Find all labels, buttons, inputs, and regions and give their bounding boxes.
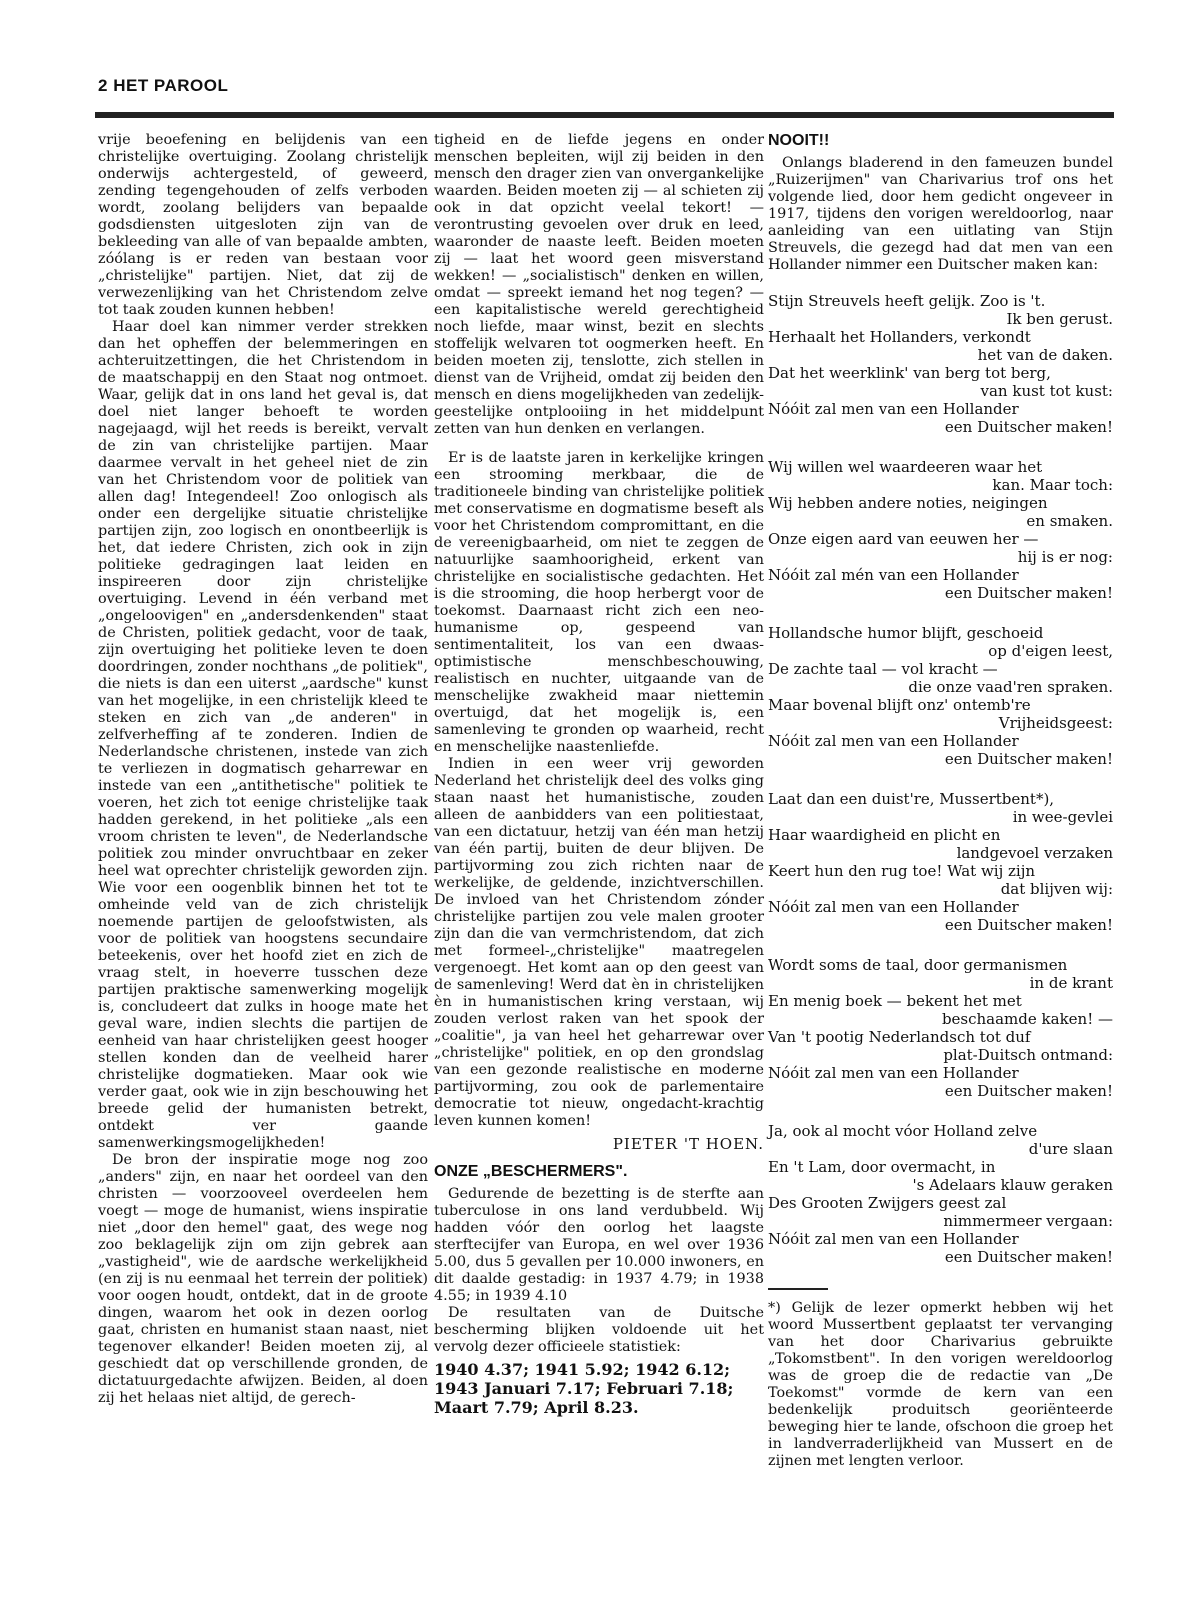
poem-line: Keert hun den rug toe! Wat wij zijn (768, 862, 1036, 880)
paragraph: tigheid en de liefde jegens en onder menschen bepleiten, wijl zij beiden in den mensch den drager zien van onvergankelijke waarden. Beiden moeten zij — al schieten zij ook in dat opzicht veelal tekort! — verontrusting gevoelen over druk en leed, waaronder de naaste leeft. Beiden moeten zij — laat het woord geen misverstand wekken! — „socialistisch" denken en willen, omdat — spreekt iemand het nog tegen? — een kapitalistische wereld gerechtigheid noch liefde, maar winst, bezit en slechts stoffelijk welvaren tot oogmerken heeft. En beiden moeten zij, tenslotte, zich stellen in dienst van de Vrijheid, omdat zij beiden den mensch en diens mogelijkheden van zedelijk-geestelijke ontplooiing in het middelpunt zetten van hun denken en verlangen. (434, 132, 764, 437)
poem-line: Laat dan een duist're, Mussertbent*), (768, 790, 1055, 808)
column-1 (98, 132, 428, 1407)
poem-heading: NOOIT!! (768, 132, 830, 149)
paragraph: Gedurende de bezetting is de sterfte aan tuberculose in ons land verdubbeld. Wij hadden vóór den oorlog het laagste sterftecijfer van Europa, en wel over 1936 5.00, dus 5 gevallen per 10.000 inwoners, en dit daalde gestadig: in 1937 4.79; in 1938 4.55; in 1939 4.10 (434, 1186, 764, 1304)
poem-line: Nóóit zal men van een Hollander (768, 1230, 1019, 1248)
poem-line: van kust tot kust: (980, 382, 1113, 400)
paragraph: De resultaten van de Duitsche bescherming blijken voldoende uit het vervolg dezer officieele statistiek: (434, 1305, 764, 1355)
poem-line: in wee-gevlei (1012, 808, 1113, 826)
paragraph: Haar doel kan nimmer verder strekken dan het opheffen der belemmeringen en achteruitzettingen, die het Christendom in de maatschappij en den Staat nog ontmoet. Waar, gelijk dat in ons land het geval is, dat doel niet langer behoeft te worden nagejaagd, wijl het reeds is bereikt, vervalt de zin van christelijke partijen. Maar daarmee vervalt in het geheel niet de zin van het Christendom voor de politiek van allen dag! Integendeel! Zoo onlogisch als onder een dergelijke situatie christelijke partijen zijn, zoo logisch en onontbeerlijk is het, dat iedere Christen, zich ook in zijn politieke gedragingen laat leiden en inspireeren door zijn christelijke overtuiging. Levend in één verband met „ongeloovigen" en „andersdenkenden" staat de Christen, politiek gedacht, voor de taak, zijn overtuiging het politieke leven te doen doordringen, zonder nochthans „de politiek", die niets is dan een uiterst „aardsche" kunst van het mogelijke, in een christelijk kleed te steken en zich van „de anderen" in zelfverheffing af te zonderen. Indien de Nederlandsche christenen, instede van zich te verliezen in dogmatisch geharrewar en instede van een „antithetische" politiek te voeren, het zich tot eenige christelijke taak hadden gerekend, in het politieke „als een vroom christen te leven", de Nederlandsche politiek zou minder onvruchtbaar en zeker heel wat oprechter christelijk geworden zijn. Wie voor een oogenblik binnen het tot te omheinde veld van de zich christelijk noemende partijen de geloofstwisten, als voor de politiek van hoogstens secundaire beteekenis, over het hoofd ziet en zich de vraag stelt, in hoeverre tusschen deze partijen praktische samenwerking mogelijk is, concludeert dat zulks in hooge mate het geval ware, indien slechts die partijen de eenheid van haar christelijken geest hooger stellen konden dan de veelheid harer christelijke dogmatieken. Maar ook wie verder gaat, ook wie in zijn beschouwing het breede gelid der humanisten betrekt, ontdekt ver gaande samenwerkingsmogelijkheden! (98, 319, 428, 1151)
poem-line: Maar bovenal blijft onz' ontemb're (768, 696, 1031, 714)
poem-line: hij is er nog: (1017, 548, 1113, 566)
poem-line: Nóóit zal men van een Hollander (768, 1064, 1019, 1082)
poem-line: in de krant (1029, 974, 1113, 992)
column-3 (768, 132, 1113, 1470)
footnote-divider (768, 1288, 828, 1290)
poem-stanza (768, 956, 1113, 1100)
poem-line: En 't Lam, door overmacht, in (768, 1158, 996, 1176)
poem-line: Ja, ook al mocht vóor Holland zelve (768, 1122, 1038, 1140)
poem-line: dat blijven wij: (1000, 880, 1113, 898)
poem-line: beschaamde kaken! — (941, 1010, 1113, 1028)
page-number: 2 (98, 76, 108, 95)
poem-line: Stijn Streuvels heeft gelijk. Zoo is 't. (768, 292, 1046, 310)
header-rule (95, 112, 1114, 118)
poem-intro: Onlangs bladerend in den fameuzen bundel „Ruizerijmen" van Charivarius trof ons het volgende lied, door hem gedicht ongeveer in 1917, tijdens den vorigen wereldoorlog, naar aanleiding van een uitlating van Stijn Streuvels, die gezegd had dat men van een Hollander nimmer een Duitscher maken kan: (768, 155, 1113, 273)
poem-line: nimmermeer vergaan: (943, 1212, 1113, 1230)
poem-line: kan. Maar toch: (992, 476, 1113, 494)
poem-line: Wij hebben andere noties, neigingen (768, 494, 1048, 512)
poem-line: En menig boek — bekent het met (768, 992, 1022, 1010)
poem-line: Wij willen wel waardeeren waar het (768, 458, 1043, 476)
poem-line: een Duitscher maken! (944, 1248, 1113, 1266)
poem-line: op d'eigen leest, (988, 642, 1113, 660)
paragraph: De bron der inspiratie moge nog zoo „anders" zijn, en naar het oordeel van den christen — voorzooveel overdeelen hem voegt — moge de humanist, wiens inspiratie niet „door den hemel" gaat, des wege nog zoo beklagelijk zijn om zijn gebrek aan „vastigheid", wie de aardsche werkelijkheid (en zij is nu eenmaal het terrein der politiek) voor oogen houdt, ontdekt, dat in de groote dingen, waarom het ook in dezen oorlog gaat, christen en humanist staan naast, niet tegenover elkander! Beiden moeten zij, al geschiedt dat op verschillende gronden, de dictatuurgedachte afwijzen. Beiden, al doen zij het helaas niet altijd, de gerech- (98, 1152, 428, 1406)
paragraph: vrije beoefening en belijdenis van een christelijke overtuiging. Zoolang christelijk onderwijs achtergesteld, of geweerd, zending tegengehouden of zelfs verboden wordt, zoolang belijders van bepaalde godsdiensten uitgesloten zijn van de bekleeding van alle of van bepaalde ambten, zóólang is er reden van bestaan voor „christelijke" partijen. Niet, dat zij de verwezenlijking van het Christendom zelve tot taak zouden kunnen hebben! (98, 132, 428, 318)
poem-line: De zachte taal — vol kracht — (768, 660, 998, 678)
poem-line: een Duitscher maken! (944, 418, 1113, 436)
poem-line: Herhaalt het Hollanders, verkondt (768, 328, 1031, 346)
poem-line: Haar waardigheid en plicht en (768, 826, 1001, 844)
poem-line: Vrijheidsgeest: (998, 714, 1113, 732)
poem-line: en smaken. (1026, 512, 1113, 530)
poem-stanza (768, 1122, 1113, 1266)
poem-stanza (768, 790, 1113, 934)
paragraph: Indien in een weer vrij geworden Nederland het christelijk deel des volks ging staan naast het humanistische, zouden alleen de aanbidders van een politiestaat, van een dictatuur, hetzij van één man hetzij van één partij, buiten de deur blijven. De partijvorming zou zich richten naar de werkelijke, de geldende, inzichtverschillen. De invloed van het Christendom zónder christelijke partijen zou vele malen grooter zijn dan die van vermchristendom, dat zich met formeel-„christelijke" maatregelen vergenoegt. Het komt aan op den geest van de samenleving! Werd dat èn in christelijken èn in humanistischen kring verstaan, wij zouden verlost raken van het spook der „coalitie", ja van heel het geharrewar over „christelijke" politiek, en op den grondslag van een gezonde realistische en moderne partijvorming, zou ook de parlementaire democratie tot nieuw, ongedacht-krachtig leven kunnen komen! (434, 756, 764, 1129)
footnote: *) Gelijk de lezer opmerkt hebben wij het woord Mussertbent geplaatst ter vervanging van het door Charivarius gebruikte „Tokomstbent". In den vorigen wereldoorlog was de groep die de redactie van „De Toekomst" vormde de kern van een bedenkelijk produitsch georiënteerde beweging hier te lande, ofschoon die groep het in landverraderlijkheid van Mussert en de zijnen met lengten verloor. (768, 1300, 1113, 1469)
paragraph: Er is de laatste jaren in kerkelijke kringen een strooming merkbaar, die de traditioneele binding van christelijke politiek met conservatisme en dogmatisme beseft als voor het Christendom compromittant, en die de vereenigbaarheid, om niet te zeggen de natuurlijke saamhoorigheid, erkent van christelijke en socialistische gedachten. Het is die strooming, die hoop herbergt voor de toekomst. Daarnaast richt zich een neo-humanisme op, gespeend van sentimentaliteit, los van een dwaas-optimistische menschbeschouwing, realistisch en nuchter, uitgaande van de menschelijke zwakheid maar niettemin overtuigd, dat het mogelijk is, een samenleving te gronden op waarheid, recht en menschelijke naastenliefde. (434, 450, 764, 755)
poem-line: d'ure slaan (1028, 1140, 1113, 1158)
article-signature: PIETER 'T HOEN. (612, 1135, 764, 1153)
poem-stanza (768, 292, 1113, 436)
column-2 (434, 132, 764, 1417)
newspaper-title: HET PAROOL (113, 76, 229, 95)
poem-line: plat-Duitsch ontmand: (943, 1046, 1113, 1064)
poem-line: Nóóit zal men van een Hollander (768, 400, 1019, 418)
poem-line: Onze eigen aard van eeuwen her — (768, 530, 1039, 548)
poem-line: die onze vaad'ren spraken. (908, 678, 1113, 696)
article-heading: ONZE „BESCHERMERS". (434, 1163, 628, 1180)
poem (768, 292, 1113, 1266)
poem-line: Van 't pootig Nederlandsch tot duf (768, 1028, 1031, 1046)
statistics: 1940 4.37; 1941 5.92; 1942 6.12; 1943 Januari 7.17; Februari 7.18; Maart 7.79; April 8.23. (434, 1360, 734, 1417)
poem-line: Hollandsche humor blijft, geschoeid (768, 624, 1044, 642)
poem-line: Dat het weerklink' van berg tot berg, (768, 364, 1051, 382)
poem-line: een Duitscher maken! (944, 916, 1113, 934)
poem-line: een Duitscher maken! (944, 750, 1113, 768)
poem-line: 's Adelaars klauw geraken (912, 1176, 1113, 1194)
poem-line: landgevoel verzaken (956, 844, 1113, 862)
poem-line: een Duitscher maken! (944, 584, 1113, 602)
poem-line: Nóóit zal men van een Hollander (768, 898, 1019, 916)
poem-line: Wordt soms de taal, door germanismen (768, 956, 1068, 974)
poem-stanza (768, 624, 1113, 768)
poem-line: Ik ben gerust. (1006, 310, 1113, 328)
page-header (98, 76, 228, 96)
poem-line: het van de daken. (977, 346, 1113, 364)
poem-line: Nóóit zal men van een Hollander (768, 732, 1019, 750)
poem-line: Des Grooten Zwijgers geest zal (768, 1194, 1007, 1212)
poem-line: een Duitscher maken! (944, 1082, 1113, 1100)
poem-stanza (768, 458, 1113, 602)
poem-line: Nóóit zal mén van een Hollander (768, 566, 1019, 584)
